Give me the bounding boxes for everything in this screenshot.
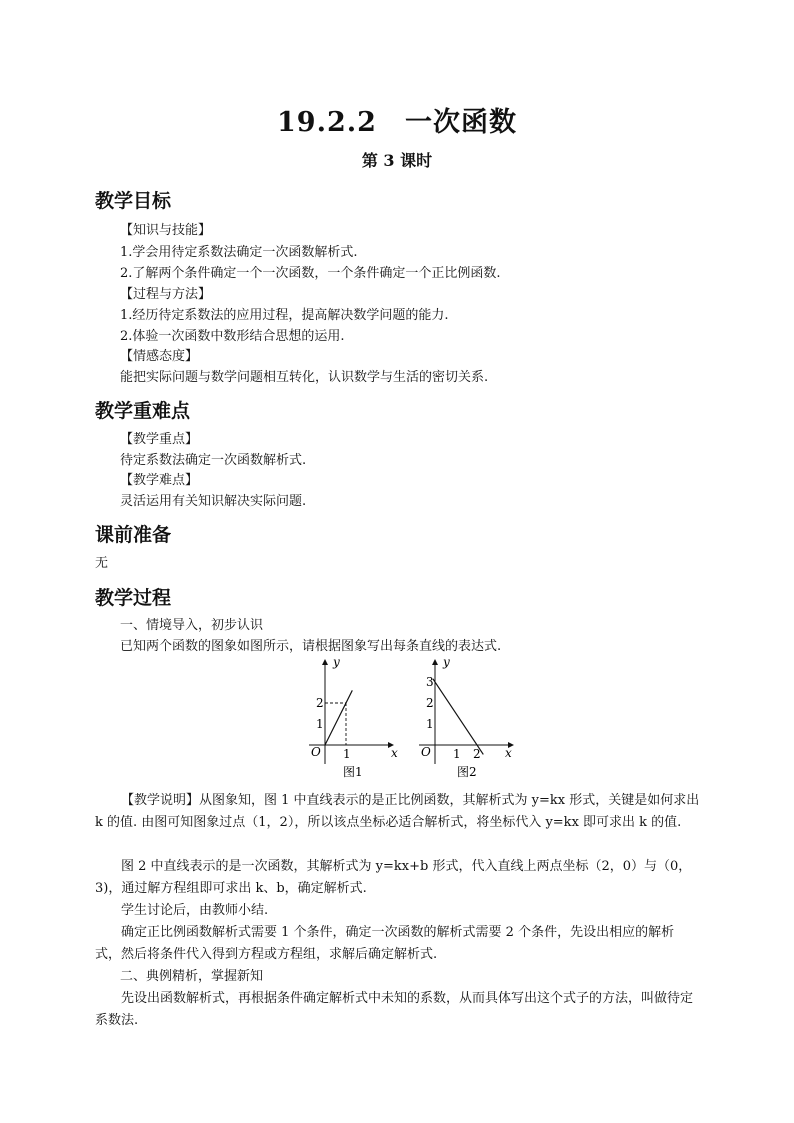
section-heading-goals: 教学目标 <box>95 190 172 212</box>
fig1-ytick-2: 2 <box>316 696 324 710</box>
fig2-ytick-2: 2 <box>426 696 434 710</box>
fig2-xtick-1: 1 <box>453 747 461 761</box>
section-heading-prep: 课前准备 <box>95 524 172 546</box>
difficulty-label: 【教学难点】 <box>120 473 199 488</box>
page-title: 19.2.2 一次函数 <box>277 107 517 138</box>
fig2-function-line <box>433 679 483 755</box>
figure-2 <box>419 655 513 779</box>
explain-paragraph-1: 【教学说明】从图象知，图 1 中直线表示的是正比例函数，其解析式为 y=kx 形式，关键是如何求出 k 的值. 由图可知图象过点（1，2），所以该点坐标必适合解析式，将坐标代入 y=kx 即可求出 k 的值. <box>95 793 700 830</box>
focus-text: 待定系数法确定一次函数解析式. <box>120 453 307 468</box>
function-figures <box>295 652 525 782</box>
step2-text: 先设出函数解析式，再根据条件确定解析式中未知的系数，从而具体写出这个式子的方法，叫做待定系数法. <box>95 991 694 1028</box>
knowledge-item-1: 1.学会用待定系数法确定一次函数解析式. <box>120 245 358 260</box>
attitude-item-1: 能把实际问题与数学问题相互转化，认识数学与生活的密切关系. <box>120 370 489 385</box>
fig1-ytick-1: 1 <box>316 717 324 731</box>
fig2-y-label: y <box>443 655 450 669</box>
process-label: 【过程与方法】 <box>120 287 212 302</box>
attitude-label: 【情感态度】 <box>120 349 199 364</box>
process-item-2: 2.体验一次函数中数形结合思想的运用. <box>120 329 345 344</box>
explain-paragraph-3: 学生讨论后，由教师小结. <box>121 903 269 918</box>
knowledge-label: 【知识与技能】 <box>120 223 212 238</box>
difficulty-text: 灵活运用有关知识解决实际问题. <box>120 494 307 509</box>
step1-title: 一、情境导入，初步认识 <box>120 618 264 633</box>
section-heading-keypoints: 教学重难点 <box>95 400 191 422</box>
fig2-xtick-2: 2 <box>473 747 481 761</box>
fig1-origin-label: O <box>311 745 321 759</box>
step2-title: 二、典例精析，掌握新知 <box>120 969 264 984</box>
process-item-1: 1.经历待定系数法的应用过程，提高解决数学问题的能力. <box>120 308 449 323</box>
focus-label: 【教学重点】 <box>120 432 199 447</box>
fig2-caption: 图2 <box>457 765 477 779</box>
figure-1 <box>309 655 398 779</box>
fig2-ytick-3: 3 <box>426 675 434 689</box>
page-subtitle: 第 3 课时 <box>361 151 433 170</box>
fig1-function-line <box>325 690 352 745</box>
step1-text: 已知两个函数的图象如图所示，请根据图象写出每条直线的表达式. <box>120 639 502 654</box>
fig1-xtick-1: 1 <box>343 747 351 761</box>
fig1-y-label: y <box>333 655 340 669</box>
explain-paragraph-4: 确定正比例函数解析式需要 1 个条件，确定一次函数的解析式需要 2 个条件，先设出相应的解析式，然后将条件代入得到方程或方程组，求解后确定解析式. <box>95 925 675 962</box>
fig1-x-label: x <box>391 746 398 760</box>
explain-paragraph-2: 图 2 中直线表示的是一次函数，其解析式为 y=kx+b 形式，代入直线上两点坐标（2，0）与（0，3)，通过解方程组即可求出 k、b，确定解析式. <box>95 859 692 896</box>
fig2-origin-label: O <box>421 745 431 759</box>
fig2-x-label: x <box>505 746 512 760</box>
section-heading-process: 教学过程 <box>95 587 172 609</box>
fig2-ytick-1: 1 <box>426 717 434 731</box>
knowledge-item-2: 2.了解两个条件确定一个一次函数，一个条件确定一个正比例函数. <box>120 266 501 281</box>
prep-text: 无 <box>95 556 109 571</box>
fig1-caption: 图1 <box>343 765 363 779</box>
